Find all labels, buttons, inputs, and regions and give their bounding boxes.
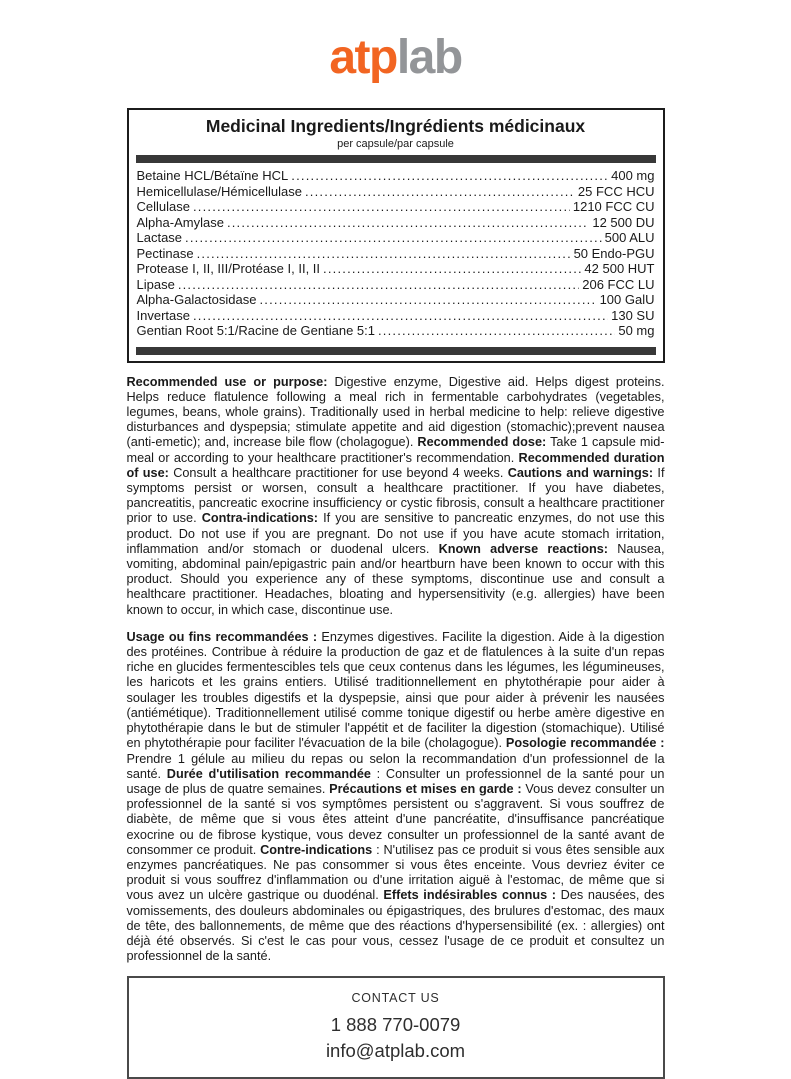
ingredient-row <box>137 323 655 339</box>
dotted-leader <box>193 199 570 215</box>
ingredient-amount: 500 ALU <box>604 230 655 246</box>
dotted-leader <box>193 308 608 324</box>
ingredient-name: Betaine HCL/Bétaïne HCL <box>136 168 289 184</box>
dotted-leader <box>259 292 596 308</box>
dotted-leader <box>378 323 615 339</box>
ingredient-row <box>137 199 655 215</box>
ingredient-amount: 206 FCC LU <box>582 276 655 292</box>
panel-title: Medicinal Ingredients/Ingrédients médicinaux <box>205 116 586 136</box>
separator-bar-bottom <box>136 347 656 355</box>
ingredient-name: Lipase <box>136 276 175 292</box>
ingredient-name: Invertase <box>136 307 190 323</box>
contact-box <box>127 976 665 1079</box>
ingredient-amount: 400 mg <box>611 168 655 184</box>
ingredient-amount: 100 GalU <box>599 292 655 308</box>
ingredient-name: Cellulase <box>136 199 190 215</box>
contact-phone: 1 888 770-0079 <box>330 1014 461 1036</box>
ingredient-row <box>137 277 655 293</box>
ingredient-name: Gentian Root 5:1/Racine de Gentiane 5:1 <box>136 323 375 339</box>
dotted-leader <box>178 277 579 293</box>
french-usage-paragraph: Usage ou fins recommandées : Enzymes digestives. Facilite la digestion. Aide à la digestion des protéines. Contribue à réduire la production de gaz et de flatulences à la suite d'un repas riche en glucides fermentescibles tels que ceux contenus dans les légumes, les légumineuses, les haricots et les grains entiers. Utilisé traditionnellement en phytothérapie pour aider à soulager les troubles digestifs et la dyspepsie, ainsi que pour aider à prévenir les nausées (antiémétique). Traditionnellement utilisé comme tonique digestif ou herbe amère digestive en phytothérapie dans le but de stimuler l'appétit et de faciliter la digestion (stomachique). Utilisé en phytothérapie pour faciliter l'évacuation de la bile (cholagogue). Posologie recommandée : Prendre 1 gélule au milieu du repas ou selon la recommandation d'un professionnel de la santé. Durée d'utilisation recommandée : Consulter un professionnel de la santé pour un usage de plus de quatre semaines. Précautions et mises en garde : Vous devez consulter un professionnel de la santé si vos symptômes persistent ou s'aggravent. Si vous souffrez de diabète, de même que si vous êtes atteint d'une pancréatite, d'insuffisance pancréatique exocrine ou de fibrose kystique, vous devez consulter un professionnel de la santé avant de consommer ce produit. Contre-indications : N'utilisez pas ce produit si vous êtes sensible aux enzymes pancréatiques. Ne pas consommer si vous êtes enceinte. Vous devriez éviter ce produit si vous souffrez d'inflammation ou d'une irritation aiguë à l'estomac, de même que si vous avez un ulcère gastrique ou duodénal. Effets indésirables connus : Des nausées, des vomissements, des douleurs abdominales ou épigastriques, des brulures d'estomac, des maux de tête, des ballonnements, de même que des réactions d'hypersensibilité (ex. : allergies) ont déjà été observés. Si c'est le cas pour vous, cessez l'usage de ce produit et consultez un professionnel de la santé. <box>126 629 665 964</box>
ingredient-list <box>135 163 657 343</box>
ingredient-amount: 50 mg <box>618 323 655 339</box>
dotted-leader <box>323 261 581 277</box>
ingredient-amount: 50 Endo-PGU <box>573 245 655 261</box>
medicinal-ingredients-panel <box>127 108 665 363</box>
english-usage-paragraph: Recommended use or purpose: Digestive enzyme, Digestive aid. Helps digest proteins. Helps reduce flatulence following a meal rich in fermentable carbohydrates (vegetables, legumes, beans, whole grains). Traditionally used in herbal medicine to help: relieve digestive disturbances and dyspepsia; stimulate appetite and aid digestion (stomachic);prevent nausea (anti-emetic); and, increase bile flow (cholagogue). Recommended dose: Take 1 capsule mid-meal or according to your healthcare practitioner's recommendation. Recommended duration of use: Consult a healthcare practitioner for use beyond 4 weeks. Cautions and warnings: If symptoms persist or worsen, consult a healthcare practitioner. If you have diabetes, pancreatitis, pancreatic exocrine insufficiency or cystic fibrosis, consult a healthcare practitioner prior to use. Contra-indications: If you are sensitive to pancreatic enzymes, do not use this product. Do not use if you are pregnant. Do not use if you have acute stomach irritation, inflammation and/or stomach or duodenal ulcers. Known adverse reactions: Nausea, vomiting, abdominal pain/epigastric pain and/or heartburn have been known to occur with this product. Should you experience any of these symptoms, discontinue use and consult a healthcare practitioner. Headaches, bloating and hypersensitivity (e.g. allergies) have been known to occur, in which case, discontinue use. <box>126 374 665 617</box>
ingredient-name: Alpha-Amylase <box>136 214 224 230</box>
ingredient-row <box>137 261 655 277</box>
ingredient-amount: 42 500 HUT <box>584 261 655 277</box>
dotted-leader <box>305 184 575 200</box>
dotted-leader <box>197 246 571 262</box>
contact-title: CONTACT US <box>351 991 440 1006</box>
panel-subtitle: per capsule/par capsule <box>337 138 454 151</box>
ingredient-amount: 25 FCC HCU <box>577 183 655 199</box>
ingredient-row <box>137 215 655 231</box>
contact-email: info@atplab.com <box>325 1040 466 1062</box>
ingredient-row <box>137 292 655 308</box>
ingredient-row <box>137 308 655 324</box>
ingredient-name: Pectinase <box>136 245 194 261</box>
dotted-leader <box>185 230 602 246</box>
dotted-leader <box>227 215 589 231</box>
atplab-logo <box>0 31 791 84</box>
ingredient-name: Lactase <box>136 230 183 246</box>
ingredient-row <box>137 168 655 184</box>
ingredient-name: Protease I, II, III/Protéase I, II, II <box>136 261 321 277</box>
ingredient-name: Alpha-Galactosidase <box>136 292 257 308</box>
dotted-leader <box>291 168 608 184</box>
separator-bar-top <box>136 155 656 163</box>
ingredient-row <box>137 230 655 246</box>
ingredient-amount: 12 500 DU <box>592 214 655 230</box>
ingredient-row <box>137 184 655 200</box>
ingredient-amount: 1210 FCC CU <box>572 199 655 215</box>
logo-atp-text: atp <box>329 31 397 84</box>
logo-lab-text: lab <box>396 31 462 84</box>
ingredient-amount: 130 SU <box>611 307 655 323</box>
ingredient-name: Hemicellulase/Hémicellulase <box>136 183 302 199</box>
ingredient-row <box>137 246 655 262</box>
